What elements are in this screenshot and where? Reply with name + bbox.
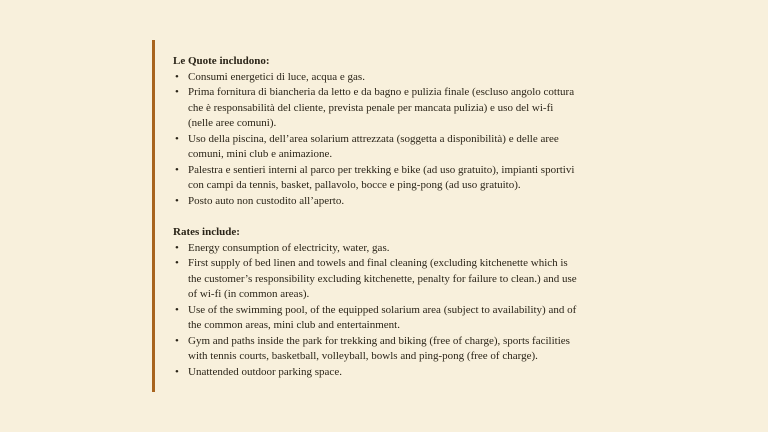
list-item-text: Gym and paths inside the park for trekking and biking (free of charge), sports facilities [188,334,570,347]
list-item-text: che è responsabilità del cliente, prevista penale per mancata pulizia) e uso del wi-fi [188,101,554,114]
bullet-icon: • [175,303,179,316]
bullet-icon: • [175,334,179,347]
list-item-text: Posto auto non custodito all’aperto. [188,194,345,207]
list-item-text: Prima fornitura di biancheria da letto e da bagno e pulizia finale (escluso angolo cottura [188,86,575,98]
list-item-text: Palestra e sentieri interni al parco per trekking e bike (ad uso gratuito), impianti sportivi [188,163,575,176]
italian-items-list [173,70,672,210]
list-item-text: Consumi energetici di luce, acqua e gas. [188,70,365,83]
list-item-text: Use of the swimming pool, of the equipped solarium area (subject to availability) and of [188,303,577,316]
bullet-icon: • [175,163,179,176]
list-item [173,132,672,163]
bullet-icon: • [175,257,179,269]
bullet-icon: • [175,70,179,83]
list-item-text: of wi-fi (in common areas). [188,288,310,300]
list-item [173,70,672,86]
bullet-icon: • [175,132,179,145]
bullet-icon: • [175,86,179,98]
list-item-text: comuni, mini club e animazione. [188,148,333,160]
list-item [173,365,672,381]
list-item [173,334,672,365]
italian-section-title: Le Quote includono: [173,55,270,67]
list-item-text: the common areas, mini club and entertainment. [188,319,400,331]
english-section [173,225,672,380]
bullet-icon: • [175,194,179,207]
english-section-title: Rates include: [173,226,240,238]
rates-content-block [152,40,672,392]
list-item [173,194,672,210]
list-item-text: con campi da tennis, basket, pallavolo, bocce e ping-pong (ad uso gratuito). [188,179,521,191]
list-item [173,241,672,257]
list-item-text: First supply of bed linen and towels and final cleaning (excluding kitchenette which is [188,257,568,269]
list-item [173,163,672,194]
italian-section [173,54,672,209]
list-item [173,256,672,303]
list-item [173,85,672,132]
list-item-text: the customer’s responsibility excluding kitchenette, penalty for failure to clean.) and use [188,272,577,285]
list-item-text: Uso della piscina, dell’area solarium attrezzata (soggetta a disponibilità) e delle aree [188,132,559,145]
list-item [173,303,672,334]
list-item-text: Unattended outdoor parking space. [188,365,342,378]
bullet-icon: • [175,241,179,254]
list-item-text: with tennis courts, basketball, volleyball, bowls and ping-pong (free of charge). [188,350,538,362]
bullet-icon: • [175,365,179,378]
list-item-text: Energy consumption of electricity, water, gas. [188,241,390,254]
english-items-list [173,241,672,381]
list-item-text: (nelle aree comuni). [188,117,277,129]
